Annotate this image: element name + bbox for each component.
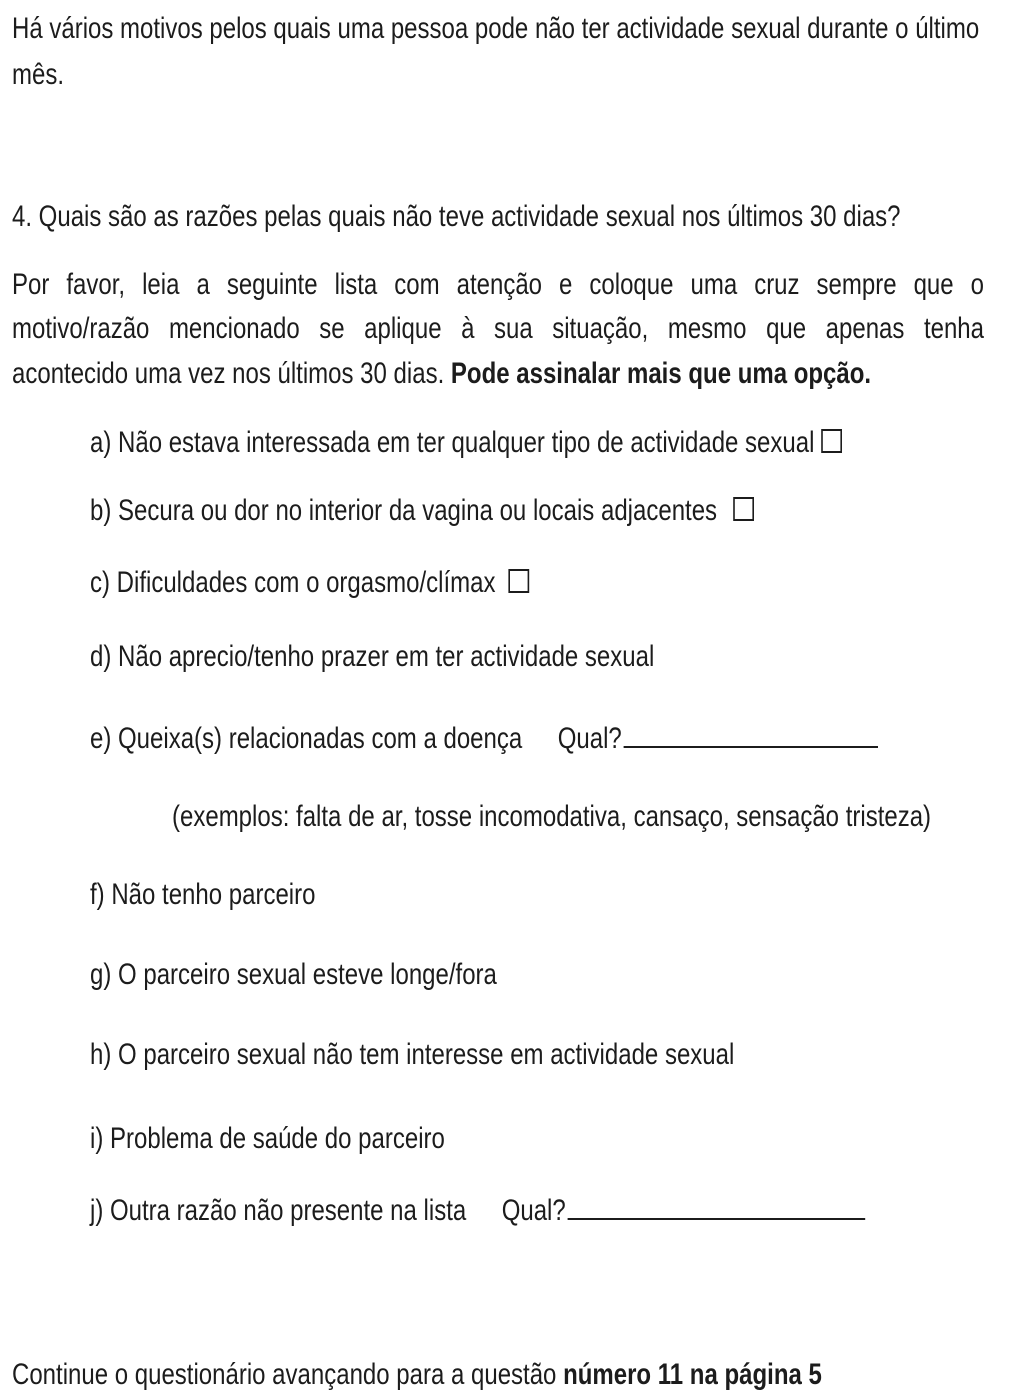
instruction-line-2: motivo/razão mencionado se aplique à sua situação, mesmo que apenas tenha <box>12 312 984 345</box>
option-b-checkbox[interactable] <box>733 497 754 521</box>
option-a <box>90 424 842 462</box>
option-g <box>90 956 497 994</box>
option-h <box>90 1036 734 1074</box>
footer-target: número 11 na página 5 <box>563 1358 822 1391</box>
instruction-line-3 <box>12 355 871 393</box>
instruction-line-1: Por favor, leia a seguinte lista com atenção e coloque uma cruz sempre que o <box>12 268 984 301</box>
option-e-label: e) Queixa(s) relacionadas com a doença <box>90 722 523 755</box>
option-i <box>90 1120 445 1158</box>
option-j <box>90 1192 865 1230</box>
footer-instruction <box>12 1356 822 1394</box>
option-d <box>90 638 654 676</box>
option-f <box>90 876 315 914</box>
option-h-label: h) O parceiro sexual não tem interesse em actividade sexual <box>90 1038 735 1071</box>
question-title: 4. Quais são as razões pelas quais não teve actividade sexual nos últimos 30 dias? <box>12 200 901 233</box>
option-c <box>90 564 529 602</box>
option-i-label: i) Problema de saúde do parceiro <box>90 1122 445 1155</box>
option-a-label: a) Não estava interessada em ter qualquer tipo de actividade sexual <box>90 426 815 459</box>
option-j-label: j) Outra razão não presente na lista <box>90 1194 467 1227</box>
option-a-checkbox[interactable] <box>821 429 842 453</box>
option-g-label: g) O parceiro sexual esteve longe/fora <box>90 958 497 991</box>
option-e <box>90 720 878 758</box>
option-e-examples: (exemplos: falta de ar, tosse incomodativa, cansaço, sensação tristeza) <box>172 800 932 833</box>
option-c-label: c) Dificuldades com o orgasmo/clímax <box>90 566 496 599</box>
option-b-label: b) Secura ou dor no interior da vagina ou locais adjacentes <box>90 494 718 527</box>
instruction-text: acontecido uma vez nos últimos 30 dias. <box>12 357 445 390</box>
option-j-answer-line[interactable] <box>567 1192 865 1220</box>
footer-text: Continue o questionário avançando para a questão <box>12 1358 557 1391</box>
instruction-multiple-choice-note: Pode assinalar mais que uma opção. <box>450 357 872 390</box>
option-f-label: f) Não tenho parceiro <box>90 878 316 911</box>
option-j-which-label: Qual? <box>501 1194 566 1227</box>
intro-line-2: mês. <box>12 58 65 91</box>
option-c-checkbox[interactable] <box>508 569 529 593</box>
option-b <box>90 492 754 530</box>
option-d-label: d) Não aprecio/tenho prazer em ter actividade sexual <box>90 640 655 673</box>
intro-line-1: Há vários motivos pelos quais uma pessoa pode não ter actividade sexual durante o último <box>12 12 980 45</box>
option-e-which-label: Qual? <box>557 722 622 755</box>
option-e-answer-line[interactable] <box>623 720 877 748</box>
